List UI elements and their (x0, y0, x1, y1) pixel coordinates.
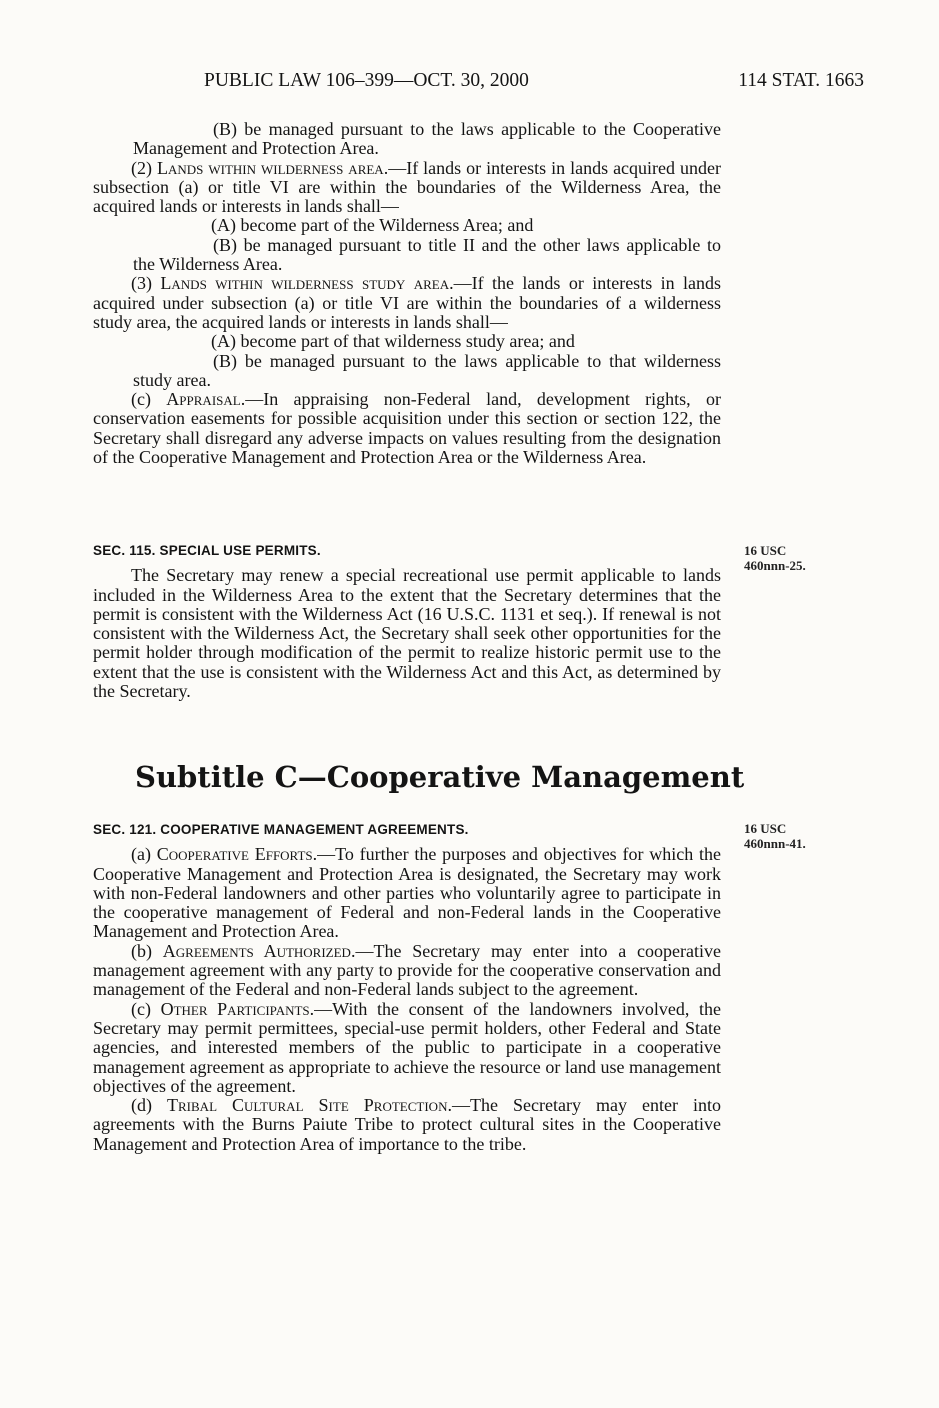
section-121-heading: SEC. 121. COOPERATIVE MANAGEMENT AGREEMENTS. (93, 822, 469, 837)
para-agreements-authorized: (b) Agreements Authorized.—The Secretary may enter into a cooperative management agreement with any party to provide for the cooperative conservation and management of the Federal and non-Federal lands subject to the agreement. (93, 940, 721, 1000)
para-lands-within-wilderness: (2) Lands within wilderness area.—If lands or interests in lands acquired under subsection (a) or title VI are within the boundaries of the Wilderness Area, the acquired lands or interests in lands shall— (93, 157, 721, 217)
para-tribal-site-protection: (d) Tribal Cultural Site Protection.—The Secretary may enter into agreements with the Burns Paiute Tribe to protect cultural sites in the Cooperative Management and Protection Area of importance to the tribe. (93, 1095, 721, 1154)
para-2a: (A) become part of the Wilderness Area; and (211, 215, 534, 236)
para-other-participants: (c) Other Participants.—With the consent of the landowners involved, the Secretary may permit permittees, special-use permit holders, other Federal and State agencies, and interested members of the public to participate in a cooperative management agreement as appropriate to achieve the resource or land use management objectives of the agreement. (93, 998, 721, 1096)
running-header-law: PUBLIC LAW 106–399—OCT. 30, 2000 (204, 70, 529, 91)
para-appraisal: (c) Appraisal.—In appraising non-Federal land, development rights, or conservation easements for possible acquisition under this section or section 122, the Secretary shall disregard any adverse impacts on values resulting from the designation of the Cooperative Management and Protection Area or the Wilderness Area. (93, 389, 721, 468)
para-3b: (B) be managed pursuant to the laws applicable to that wilderness study area. (133, 350, 721, 390)
para-b-managed: (B) be managed pursuant to the laws applicable to the Cooperative Management and Protection Area. (133, 119, 721, 159)
section-115 (93, 541, 721, 701)
section-121 (93, 820, 721, 1154)
subtitle-heading: Subtitle C—Cooperative Management (135, 760, 745, 794)
running-header-page: 114 STAT. 1663 (738, 70, 864, 91)
section-115-heading: SEC. 115. SPECIAL USE PERMITS. (93, 543, 321, 558)
para-3a: (A) become part of that wilderness study area; and (211, 331, 575, 352)
para-2b: (B) be managed pursuant to title II and the other laws applicable to the Wilderness Area. (133, 234, 721, 275)
block-pre-sec115 (93, 120, 721, 467)
margin-citation-121: 16 USC 460nnn-41. (744, 821, 806, 851)
para-lands-within-study-area: (3) Lands within wilderness study area.—If the lands or interests in lands acquired under subsection (a) or title VI are within the boundaries of a wilderness study area, the acquired lands or interests in lands shall— (93, 273, 722, 332)
para-cooperative-efforts: (a) Cooperative Efforts.—To further the purposes and objectives for which the Cooperative Management and Protection Area is designated, the Secretary may work with non-Federal landowners and other parties who voluntarily agree to participate in the cooperative management of Federal and non-Federal lands in the Cooperative Management and Protection Area. (93, 844, 721, 942)
section-115-text: The Secretary may renew a special recreational use permit applicable to lands included in the Wilderness Area to the extent that the Secretary determines that the permit is consistent with the Wilderness Act (16 U.S.C. 1131 et seq.). If renewal is not consistent with the Wilderness Act, the Secretary shall seek other opportunities for the permit holder through modification of the permit to realize historic permit use to the extent that the use is consistent with the Wilderness Act and this Act, as determined by the Secretary. (93, 565, 721, 702)
margin-citation-115: 16 USC 460nnn-25. (744, 543, 806, 573)
